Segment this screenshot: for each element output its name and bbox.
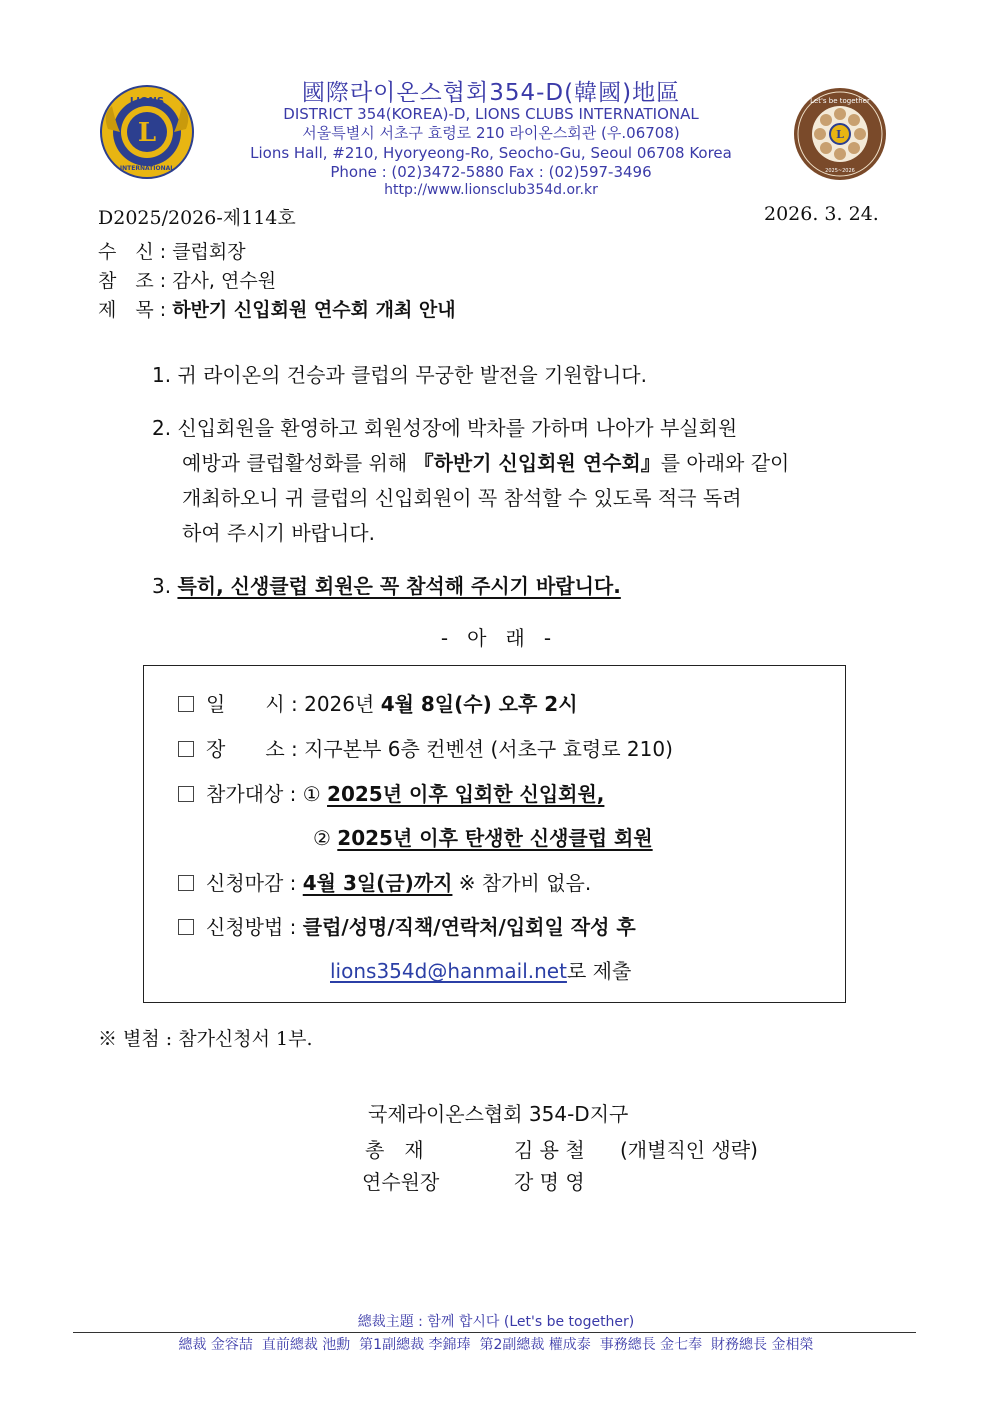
lions-international-logo (98, 84, 196, 180)
svg-text:L: L (137, 118, 157, 148)
detail-row-deadline (178, 867, 591, 896)
paragraph-2-line-3: 개최하오니 귀 클럽의 신입회원이 꼭 참석할 수 있도록 적극 독려 (182, 486, 742, 510)
paragraph-2-line-2 (152, 446, 789, 481)
subject-value: 하반기 신입회원 연수회 개최 안내 (172, 299, 456, 321)
checkbox-icon (178, 919, 194, 935)
method-value: 클럽/성명/직책/연락처/입회일 작성 후 (302, 915, 636, 939)
reference-line (98, 266, 276, 293)
paragraph-2-line-1: 2. 신입회원을 환영하고 회원성장에 박차를 가하며 나아가 부실회원 (152, 416, 738, 440)
paragraph-2-line-4: 하여 주시기 바랍니다. (182, 521, 375, 545)
signature-title-governor: 총 재 (365, 1138, 424, 1162)
district-english-name: DISTRICT 354(KOREA)-D, LIONS CLUBS INTERNATIONAL (283, 105, 699, 123)
svg-text:INTERNATIONAL: INTERNATIONAL (119, 165, 175, 172)
deadline-note: ※ 참가비 없음. (452, 871, 592, 895)
signature-name-governor: 김 용 철 (514, 1138, 585, 1162)
signature-seal-note: (개별직인 생략) (620, 1138, 758, 1162)
website-url[interactable]: http://www.lionsclub354d.or.kr (384, 182, 598, 198)
place-value: 지구본부 6층 컨벤션 (서초구 효령로 210) (304, 737, 673, 761)
address-english: Lions Hall, #210, Hyoryeong-Ro, Seocho-Gu, Seoul 06708 Korea (250, 144, 732, 162)
attachment-note: ※ 별첨 : 참가신청서 1부. (98, 1028, 313, 1050)
document-date: 2026. 3. 24. (764, 203, 879, 225)
svg-text:2025~2026: 2025~2026 (825, 168, 855, 174)
event-name-emphasis: 『하반기 신입회원 연수회』 (413, 451, 661, 475)
target-2-number: ② (313, 826, 338, 850)
target-2-value: 2025년 이후 탄생한 신생클럽 회원 (337, 826, 653, 850)
email-suffix: 로 제출 (566, 959, 632, 983)
paragraph-3-emphasis: 특히, 신생클럽 회원은 꼭 참석해 주시기 바랍니다. (177, 574, 621, 598)
checkbox-icon (178, 875, 194, 891)
deadline-value: 4월 3일(금)까지 (302, 871, 453, 895)
detail-row-datetime (178, 688, 578, 717)
paragraph-3-number: 3. (152, 574, 178, 598)
address-korean: 서울특별시 서초구 효령로 210 라이온스회관 (우.06708) (302, 124, 680, 142)
paragraph-1: 1. 귀 라이온의 건승과 클럽의 무궁한 발전을 기원합니다. (152, 363, 647, 387)
signature-organization: 국제라이온스협회 354-D지구 (368, 1102, 629, 1126)
footer-motto: 總裁主題 : 함께 합시다 (Let's be together) (357, 1314, 635, 1330)
recipient-line (98, 237, 246, 264)
recipient-value: 클럽회장 (172, 241, 246, 263)
subject-label: 제 목 : (98, 299, 167, 321)
method-label: 신청방법 : (206, 915, 297, 939)
detail-row-target (178, 778, 604, 807)
district-governor-seal (792, 86, 888, 182)
recipient-label: 수 신 : (98, 241, 167, 263)
checkbox-icon (178, 696, 194, 712)
datetime-label: 일 시 : (206, 692, 298, 716)
checkbox-icon (178, 786, 194, 802)
datetime-year: 2026년 (304, 692, 381, 716)
detail-row-target-2 (313, 822, 653, 851)
target-1-number: ① (302, 782, 328, 806)
document-number: D2025/2026-제114호 (98, 207, 296, 229)
signature-name-director: 강 명 영 (514, 1170, 585, 1194)
svg-text:L: L (836, 128, 844, 141)
reference-label: 참 조 : (98, 270, 167, 292)
footer-divider (73, 1332, 916, 1333)
paragraph-2 (152, 411, 789, 551)
paragraph-2-text-a: 예방과 클럽활성화를 위해 (182, 451, 414, 475)
place-label: 장 소 : (206, 737, 298, 761)
paragraph-3 (152, 570, 621, 599)
subject-line (98, 295, 456, 322)
paragraph-2-text-c: 를 아래와 같이 (660, 451, 790, 475)
detail-row-email (330, 955, 631, 984)
signature-title-director: 연수원장 (362, 1170, 440, 1194)
svg-text:LIONS: LIONS (129, 96, 165, 107)
section-divider-below: - 아 래 - (440, 626, 552, 650)
deadline-label: 신청마감 : (206, 871, 297, 895)
district-title: 國際라이온스협회354-D(韓國)地區 (301, 80, 681, 106)
phone-fax: Phone : (02)3472-5880 Fax : (02)597-3496 (330, 163, 652, 181)
detail-row-method (178, 911, 636, 940)
checkbox-icon (178, 741, 194, 757)
reference-value: 감사, 연수원 (172, 270, 277, 292)
detail-row-place (178, 733, 673, 762)
target-1-value: 2025년 이후 입회한 신입회원, (327, 782, 605, 806)
svg-text:Let's be together: Let's be together (810, 97, 870, 105)
datetime-value: 4월 8일(수) 오후 2시 (380, 692, 578, 716)
email-link[interactable]: lions354d@hanmail.net (330, 959, 567, 983)
target-label: 참가대상 : (206, 782, 297, 806)
footer-officers: 總裁 金容喆 直前總裁 池勳 第1副總裁 李錦琫 第2副總裁 權成泰 事務總長 金七奉 財務總長 金相榮 (178, 1337, 814, 1353)
